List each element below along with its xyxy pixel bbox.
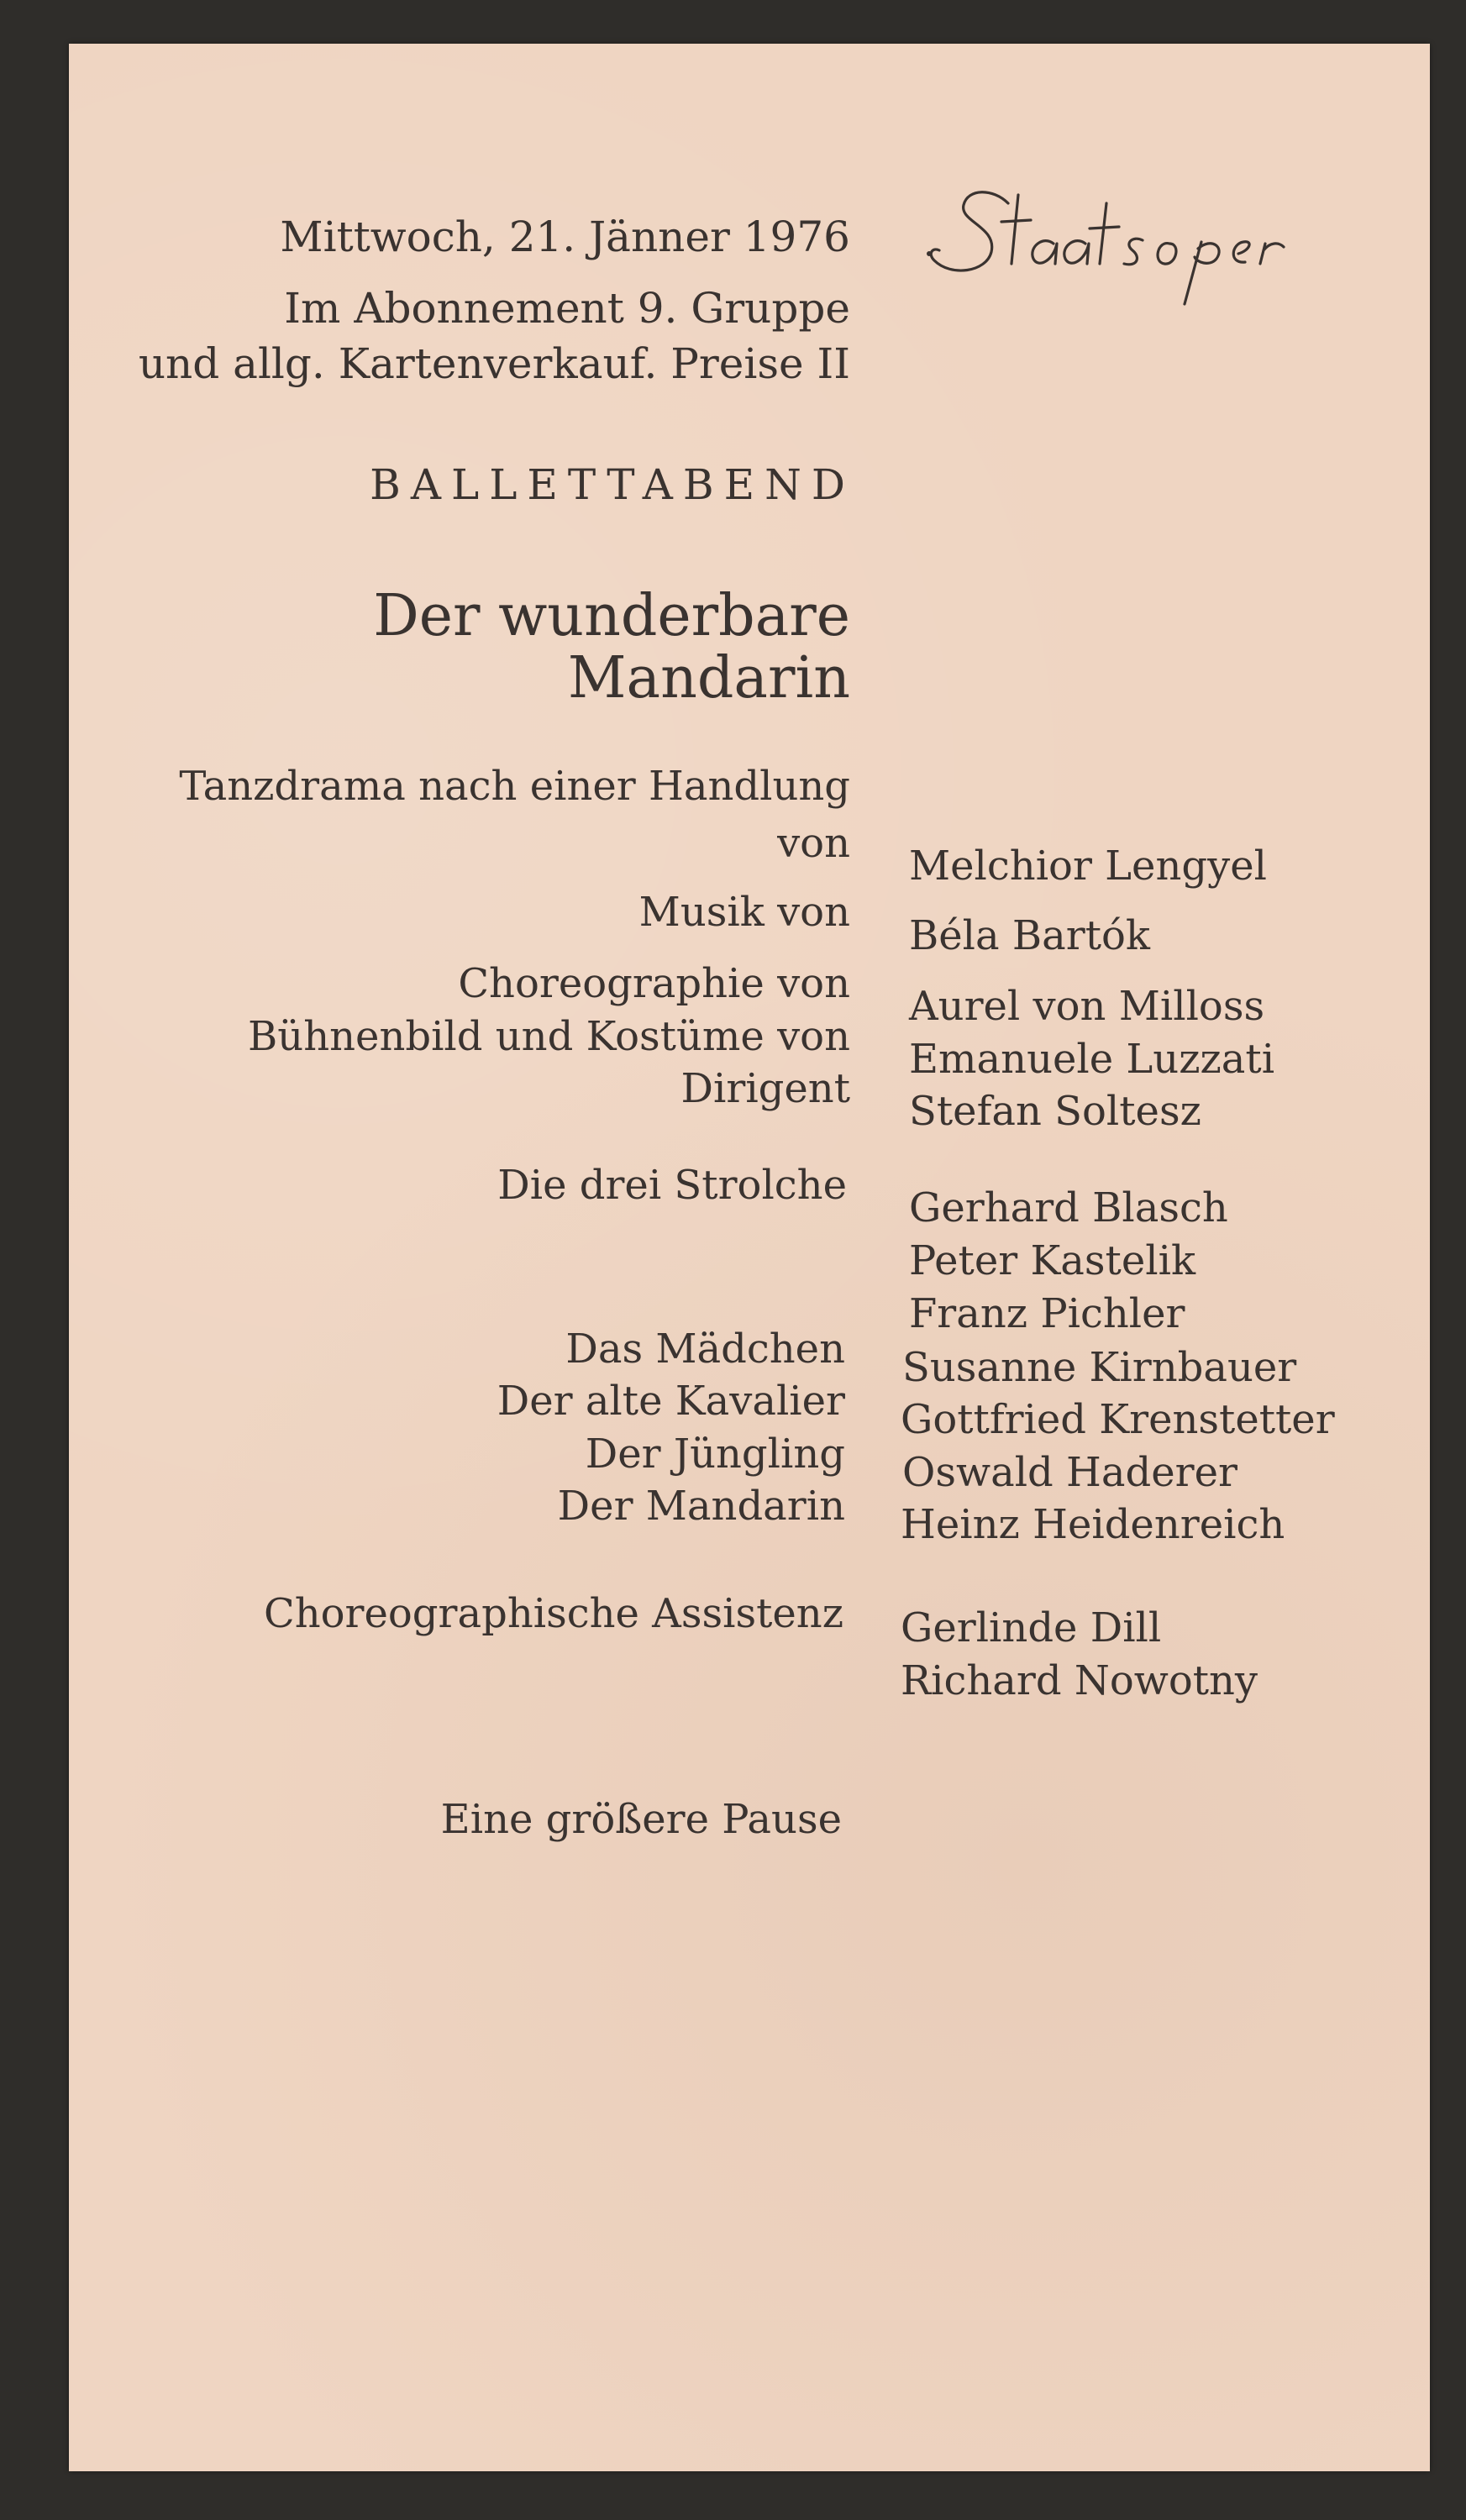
cast-name: Susanne Kirnbauer	[902, 1344, 1297, 1391]
ticket-sales-info: und allg. Kartenverkauf. Preise II	[138, 339, 850, 388]
credit-name: Béla Bartók	[909, 912, 1151, 959]
program-sheet	[69, 44, 1430, 2471]
credit-role: Dirigent	[680, 1065, 850, 1112]
credits-intro: Tanzdrama nach einer Handlung	[179, 763, 850, 810]
event-type: BALLETTABEND	[370, 460, 855, 509]
assistance-name: Gerlinde Dill	[901, 1604, 1162, 1651]
cast-role: Der alte Kavalier	[497, 1378, 845, 1425]
ballet-title-line2: Mandarin	[567, 645, 850, 711]
credit-name: Stefan Soltesz	[909, 1088, 1201, 1135]
credit-name: Emanuele Luzzati	[909, 1036, 1275, 1083]
assistance-role: Choreographische Assistenz	[264, 1590, 843, 1637]
cast-role: Das Mädchen	[565, 1326, 845, 1373]
cast-name: Heinz Heidenreich	[901, 1501, 1285, 1548]
right-column	[901, 44, 1413, 2471]
subscription-info: Im Abonnement 9. Gruppe	[284, 284, 850, 333]
performance-date: Mittwoch, 21. Jänner 1976	[280, 213, 850, 261]
cast-role: Der Jüngling	[585, 1431, 845, 1478]
credit-role: von	[777, 820, 850, 867]
credit-role: Bühnenbild und Kostüme von	[248, 1013, 850, 1060]
credit-name: Melchior Lengyel	[909, 843, 1267, 890]
credit-name: Aurel von Milloss	[909, 983, 1265, 1030]
credit-role: Choreographie von	[458, 960, 850, 1007]
cast-name: Franz Pichler	[909, 1290, 1185, 1337]
cast-role: Der Mandarin	[557, 1483, 845, 1530]
cast-name: Gottfried Krenstetter	[901, 1396, 1335, 1443]
cast-name: Peter Kastelik	[909, 1237, 1196, 1284]
cast-name: Oswald Haderer	[902, 1449, 1237, 1496]
left-column	[69, 44, 855, 2471]
cast-role: Die drei Strolche	[497, 1162, 847, 1209]
credit-role: Musik von	[638, 889, 850, 936]
intermission-note: Eine größere Pause	[440, 1796, 842, 1843]
assistance-name: Richard Nowotny	[901, 1657, 1258, 1704]
cast-name: Gerhard Blasch	[909, 1184, 1228, 1231]
ballet-title-line1: Der wunderbare	[373, 583, 850, 649]
